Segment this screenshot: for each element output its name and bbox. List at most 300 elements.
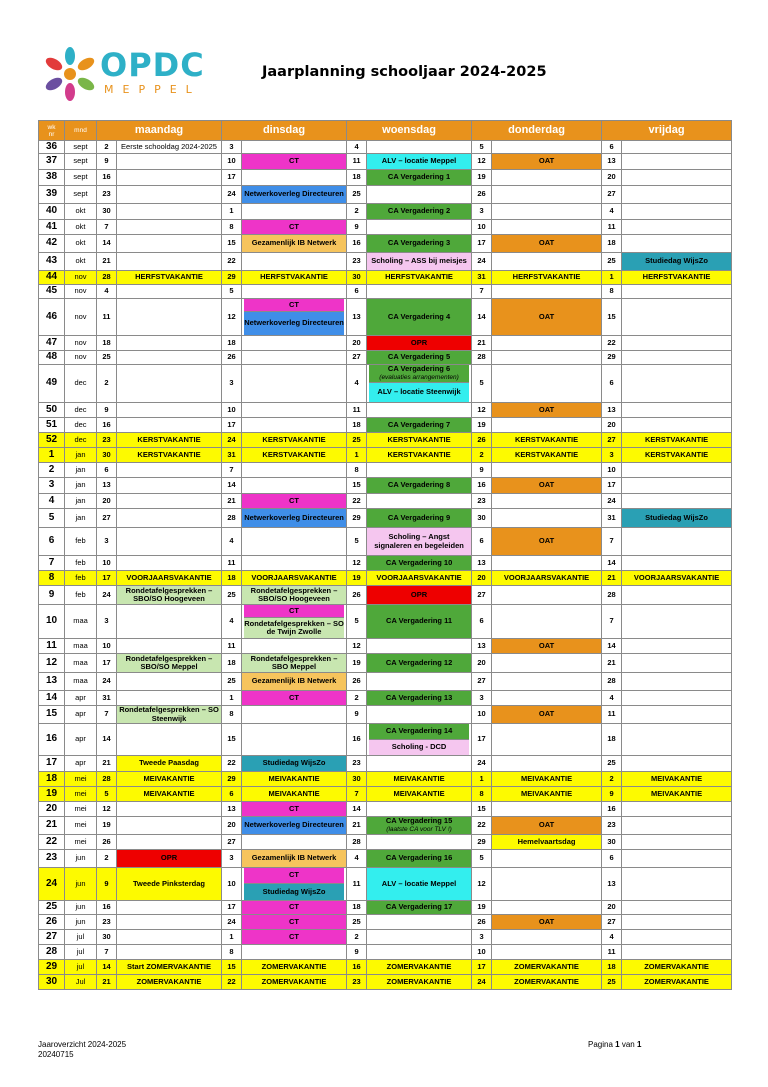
day-number: 1: [222, 930, 242, 945]
day-number: 2: [97, 141, 117, 154]
day-number: 12: [472, 868, 492, 901]
month-name: sept: [65, 186, 97, 204]
day-number: 7: [602, 528, 622, 556]
event-note: (laatste CA voor TLV !): [386, 825, 452, 833]
month-name: nov: [65, 299, 97, 336]
day-number: 24: [472, 975, 492, 990]
day-number: 20: [602, 170, 622, 186]
day-number: 2: [602, 772, 622, 787]
day-event-cell: [117, 433, 222, 448]
day-number: 1: [347, 448, 367, 463]
day-number: 18: [347, 170, 367, 186]
day-event-cell: [367, 299, 472, 336]
day-event-cell: [492, 141, 602, 154]
week-number: 9: [39, 586, 65, 605]
week-number: 17: [39, 756, 65, 772]
day-event-cell: [492, 605, 602, 639]
day-event-cell: [367, 571, 472, 586]
day-event-cell: [242, 945, 347, 960]
day-event-cell: [117, 204, 222, 220]
event-label: CT: [289, 916, 300, 926]
day-event-cell: [492, 528, 602, 556]
week-row: [39, 915, 732, 930]
day-event-cell: [367, 706, 472, 724]
day-number: 24: [97, 673, 117, 691]
event-label: HERFSTVAKANTIE: [512, 272, 581, 282]
day-event-cell: [622, 336, 732, 351]
event-label: Netwerkoverleg Directeuren: [244, 820, 344, 830]
day-event-cell: [117, 336, 222, 351]
week-number: 22: [39, 835, 65, 850]
event-label: Tweede Paasdag: [139, 758, 199, 768]
day-number: 5: [222, 285, 242, 299]
event-label: CT: [289, 902, 300, 912]
day-event-cell: [622, 271, 732, 285]
day-number: 27: [347, 351, 367, 365]
day-number: 19: [347, 571, 367, 586]
event-block: [244, 617, 344, 638]
event-label: Scholing – ASS bij meisjes: [371, 256, 467, 266]
day-event-cell: [492, 271, 602, 285]
day-number: 26: [347, 586, 367, 605]
day-event-cell: [622, 299, 732, 336]
day-number: 1: [222, 204, 242, 220]
week-number: 14: [39, 691, 65, 706]
week-row: [39, 817, 732, 835]
day-event-cell: [622, 528, 732, 556]
day-event-cell: [492, 204, 602, 220]
month-name: nov: [65, 351, 97, 365]
week-number: 26: [39, 915, 65, 930]
day-number: 9: [602, 787, 622, 802]
day-event-cell: [117, 691, 222, 706]
day-event-cell: [117, 170, 222, 186]
week-number: 18: [39, 772, 65, 787]
week-row: [39, 605, 732, 639]
day-number: 12: [97, 802, 117, 817]
day-event-cell: [622, 141, 732, 154]
day-event-cell: [117, 901, 222, 915]
event-label: ZOMERVAKANTIE: [386, 976, 452, 986]
day-event-cell: [367, 509, 472, 528]
day-event-cell: [242, 787, 347, 802]
day-number: 26: [222, 351, 242, 365]
day-number: 17: [602, 478, 622, 494]
event-label: KERSTVAKANTIE: [644, 434, 709, 444]
day-number: 2: [97, 850, 117, 868]
day-event-cell: [242, 960, 347, 975]
event-label: Rondetafelgesprekken – SBO/SO Hoogeveen: [125, 585, 213, 603]
day-number: 18: [602, 235, 622, 253]
day-event-cell: [117, 571, 222, 586]
event-label: CT: [289, 495, 300, 505]
day-number: 22: [222, 756, 242, 772]
event-label: CT: [289, 931, 300, 941]
event-label: CA Vergadering 3: [387, 238, 451, 248]
week-number: 25: [39, 901, 65, 915]
event-label: MEIVAKANTIE: [520, 773, 573, 783]
day-number: 14: [97, 235, 117, 253]
day-number: 6: [97, 463, 117, 478]
day-event-cell: [492, 478, 602, 494]
week-row: [39, 365, 732, 403]
day-number: 7: [602, 605, 622, 639]
week-row: [39, 975, 732, 990]
day-number: 13: [472, 639, 492, 654]
day-number: 22: [222, 975, 242, 990]
event-label: CA Vergadering 16: [385, 853, 453, 863]
week-number: 29: [39, 960, 65, 975]
day-event-cell: [242, 706, 347, 724]
day-event-cell: [367, 586, 472, 605]
week-number: 21: [39, 817, 65, 835]
day-event-cell: [117, 945, 222, 960]
day-event-cell: [367, 403, 472, 418]
event-label: CA Vergadering 10: [385, 557, 453, 567]
week-row: [39, 756, 732, 772]
day-event-cell: [492, 915, 602, 930]
event-label: Rondetafelgesprekken – SBO/SO Meppel: [125, 653, 213, 671]
day-number: 9: [97, 154, 117, 170]
day-number: 15: [222, 960, 242, 975]
month-name: feb: [65, 586, 97, 605]
event-label: OAT: [538, 709, 555, 719]
day-event-cell: [367, 691, 472, 706]
day-event-cell: [242, 204, 347, 220]
event-label: OAT: [538, 311, 555, 321]
month-name: jun: [65, 868, 97, 901]
day-event-cell: [492, 253, 602, 271]
event-label: CA Vergadering 12: [385, 657, 453, 667]
day-event-cell: [622, 418, 732, 433]
day-number: 9: [97, 403, 117, 418]
day-number: 25: [347, 915, 367, 930]
day-event-cell: [367, 787, 472, 802]
header-donderdag: donderdag: [472, 121, 602, 141]
day-number: 26: [97, 835, 117, 850]
event-label: CA Vergadering 11: [386, 616, 453, 626]
day-event-cell: [367, 960, 472, 975]
day-event-cell: [492, 433, 602, 448]
day-number: 14: [472, 299, 492, 336]
day-number: 15: [222, 235, 242, 253]
event-label: KERSTVAKANTIE: [137, 434, 201, 444]
day-event-cell: [492, 960, 602, 975]
day-event-cell: [492, 571, 602, 586]
day-number: 3: [97, 605, 117, 639]
week-number: 37: [39, 154, 65, 170]
event-label: ZOMERVAKANTIE: [514, 976, 579, 986]
day-event-cell: [242, 509, 347, 528]
day-number: 11: [347, 868, 367, 901]
day-number: 7: [97, 945, 117, 960]
event-label: ZOMERVAKANTIE: [386, 961, 452, 971]
day-number: 13: [602, 154, 622, 170]
week-row: [39, 706, 732, 724]
day-number: 10: [222, 868, 242, 901]
event-label: MEIVAKANTIE: [650, 788, 703, 798]
event-label: CA Vergadering 13: [385, 692, 453, 702]
day-event-cell: [622, 186, 732, 204]
day-number: 4: [97, 285, 117, 299]
day-event-cell: [242, 351, 347, 365]
day-event-cell: [492, 154, 602, 170]
day-number: 27: [602, 433, 622, 448]
day-number: 11: [602, 706, 622, 724]
day-event-cell: [622, 691, 732, 706]
day-event-cell: [367, 915, 472, 930]
week-row: [39, 463, 732, 478]
week-row: [39, 528, 732, 556]
planning-body: [39, 141, 732, 990]
day-event-cell: [492, 220, 602, 235]
day-number: 30: [347, 271, 367, 285]
event-label: CT: [289, 299, 300, 309]
day-number: 11: [602, 220, 622, 235]
day-number: 6: [602, 141, 622, 154]
day-number: 10: [222, 403, 242, 418]
day-number: 25: [602, 975, 622, 990]
event-label: OPR: [410, 337, 428, 347]
day-number: 13: [472, 556, 492, 571]
event-label: ALV – locatie Meppel: [381, 156, 457, 166]
week-number: 45: [39, 285, 65, 299]
day-number: 1: [222, 691, 242, 706]
month-name: apr: [65, 724, 97, 756]
event-label: ZOMERVAKANTIE: [261, 961, 327, 971]
day-number: 23: [347, 756, 367, 772]
event-label: MEIVAKANTIE: [393, 773, 445, 783]
day-event-cell: [492, 756, 602, 772]
day-event-cell: [367, 850, 472, 868]
day-number: 10: [222, 154, 242, 170]
month-name: apr: [65, 691, 97, 706]
day-event-cell: [117, 850, 222, 868]
day-event-cell: [367, 365, 472, 403]
day-number: 23: [347, 253, 367, 271]
day-number: 12: [347, 556, 367, 571]
day-number: 31: [472, 271, 492, 285]
day-event-cell: [622, 706, 732, 724]
day-number: 26: [472, 915, 492, 930]
day-number: 4: [602, 930, 622, 945]
event-block: [369, 739, 469, 755]
month-name: nov: [65, 271, 97, 285]
day-event-cell: [622, 901, 732, 915]
day-event-cell: [117, 868, 222, 901]
day-number: 3: [602, 448, 622, 463]
day-number: 20: [602, 418, 622, 433]
day-event-cell: [242, 868, 347, 901]
header-mnd: mnd: [65, 121, 97, 141]
footer-page-of: van: [621, 1040, 635, 1049]
day-number: 1: [472, 772, 492, 787]
day-event-cell: [492, 724, 602, 756]
day-event-cell: [622, 509, 732, 528]
event-label: CT: [289, 803, 300, 813]
day-event-cell: [622, 817, 732, 835]
day-number: 31: [222, 448, 242, 463]
week-number: 51: [39, 418, 65, 433]
day-event-cell: [242, 802, 347, 817]
day-event-cell: [622, 586, 732, 605]
header-wk: [39, 121, 65, 141]
event-label: CT: [289, 605, 300, 615]
day-number: 20: [97, 494, 117, 509]
day-number: 30: [472, 509, 492, 528]
day-event-cell: [117, 509, 222, 528]
day-event-cell: [622, 448, 732, 463]
week-row: [39, 299, 732, 336]
week-row: [39, 494, 732, 509]
event-label: VOORJAARSVAKANTIE: [633, 572, 720, 582]
event-block: [244, 605, 344, 617]
event-label: CA Vergadering 5: [387, 352, 451, 362]
day-number: 20: [472, 571, 492, 586]
day-number: 17: [97, 654, 117, 673]
day-number: 29: [472, 835, 492, 850]
day-event-cell: [492, 448, 602, 463]
day-number: 25: [222, 586, 242, 605]
month-name: dec: [65, 403, 97, 418]
day-number: 4: [222, 528, 242, 556]
day-number: 18: [222, 654, 242, 673]
day-event-cell: [117, 141, 222, 154]
day-event-cell: [492, 673, 602, 691]
day-event-cell: [242, 901, 347, 915]
day-event-cell: [367, 901, 472, 915]
event-label: Studiedag WijsZo: [262, 886, 326, 896]
day-event-cell: [622, 930, 732, 945]
day-event-cell: [242, 448, 347, 463]
month-name: jan: [65, 463, 97, 478]
day-event-cell: [242, 571, 347, 586]
day-event-cell: [117, 930, 222, 945]
week-number: 5: [39, 509, 65, 528]
event-label: HERFSTVAKANTIE: [385, 272, 453, 282]
day-event-cell: [242, 271, 347, 285]
event-label: MEIVAKANTIE: [143, 773, 195, 783]
event-block: [369, 365, 469, 382]
month-name: sept: [65, 154, 97, 170]
day-event-cell: [242, 170, 347, 186]
week-number: 48: [39, 351, 65, 365]
day-number: 10: [97, 556, 117, 571]
event-label: Netwerkoverleg Directeuren: [244, 512, 344, 522]
day-number: 21: [97, 975, 117, 990]
day-number: 29: [347, 509, 367, 528]
day-number: 23: [602, 817, 622, 835]
day-event-cell: [492, 351, 602, 365]
day-number: 12: [472, 403, 492, 418]
day-number: 16: [472, 478, 492, 494]
day-number: 20: [602, 901, 622, 915]
day-number: 2: [347, 691, 367, 706]
week-number: 12: [39, 654, 65, 673]
planning-table: [38, 120, 732, 990]
month-name: apr: [65, 706, 97, 724]
day-event-cell: [242, 915, 347, 930]
week-number: 16: [39, 724, 65, 756]
day-number: 16: [347, 235, 367, 253]
month-name: sept: [65, 170, 97, 186]
day-number: 8: [347, 463, 367, 478]
day-number: 25: [97, 351, 117, 365]
day-event-cell: [242, 673, 347, 691]
week-row: [39, 141, 732, 154]
event-label: CT: [289, 221, 300, 231]
event-block: [244, 868, 344, 883]
day-number: 29: [602, 351, 622, 365]
day-event-cell: [242, 556, 347, 571]
day-number: 13: [602, 868, 622, 901]
day-number: 9: [472, 463, 492, 478]
day-event-cell: [622, 154, 732, 170]
week-number: 46: [39, 299, 65, 336]
event-label: MEIVAKANTIE: [650, 773, 703, 783]
day-event-cell: [117, 528, 222, 556]
day-event-cell: [367, 220, 472, 235]
month-name: feb: [65, 571, 97, 586]
day-event-cell: [242, 478, 347, 494]
event-label: OAT: [538, 156, 555, 166]
day-event-cell: [242, 817, 347, 835]
day-number: 22: [222, 253, 242, 271]
month-name: dec: [65, 418, 97, 433]
day-event-cell: [492, 868, 602, 901]
day-number: 14: [222, 478, 242, 494]
day-number: 30: [97, 448, 117, 463]
event-label: OAT: [538, 536, 555, 546]
day-event-cell: [622, 494, 732, 509]
day-number: 30: [347, 772, 367, 787]
day-number: 23: [97, 915, 117, 930]
day-event-cell: [622, 850, 732, 868]
hands-logo-icon: [40, 44, 100, 104]
day-event-cell: [622, 235, 732, 253]
event-label: CA Vergadering 4: [387, 311, 451, 321]
event-label: Tweede Pinksterdag: [133, 878, 205, 888]
month-name: okt: [65, 235, 97, 253]
day-event-cell: [622, 772, 732, 787]
day-number: 28: [222, 509, 242, 528]
month-name: feb: [65, 556, 97, 571]
day-number: 12: [222, 299, 242, 336]
event-label: Start ZOMERVAKANTIE: [127, 961, 211, 971]
week-number: 4: [39, 494, 65, 509]
day-event-cell: [117, 154, 222, 170]
week-number: 13: [39, 673, 65, 691]
day-number: 15: [347, 478, 367, 494]
day-event-cell: [367, 154, 472, 170]
day-event-cell: [242, 494, 347, 509]
month-name: feb: [65, 528, 97, 556]
day-event-cell: [367, 605, 472, 639]
day-event-cell: [492, 835, 602, 850]
day-number: 15: [602, 299, 622, 336]
day-event-cell: [117, 463, 222, 478]
day-number: 27: [222, 835, 242, 850]
event-label: KERSTVAKANTIE: [387, 449, 451, 459]
week-row: [39, 336, 732, 351]
day-number: 30: [602, 835, 622, 850]
day-event-cell: [367, 351, 472, 365]
day-event-cell: [242, 433, 347, 448]
event-block: [369, 724, 469, 739]
day-event-cell: [242, 336, 347, 351]
day-number: 5: [472, 141, 492, 154]
day-event-cell: [492, 235, 602, 253]
